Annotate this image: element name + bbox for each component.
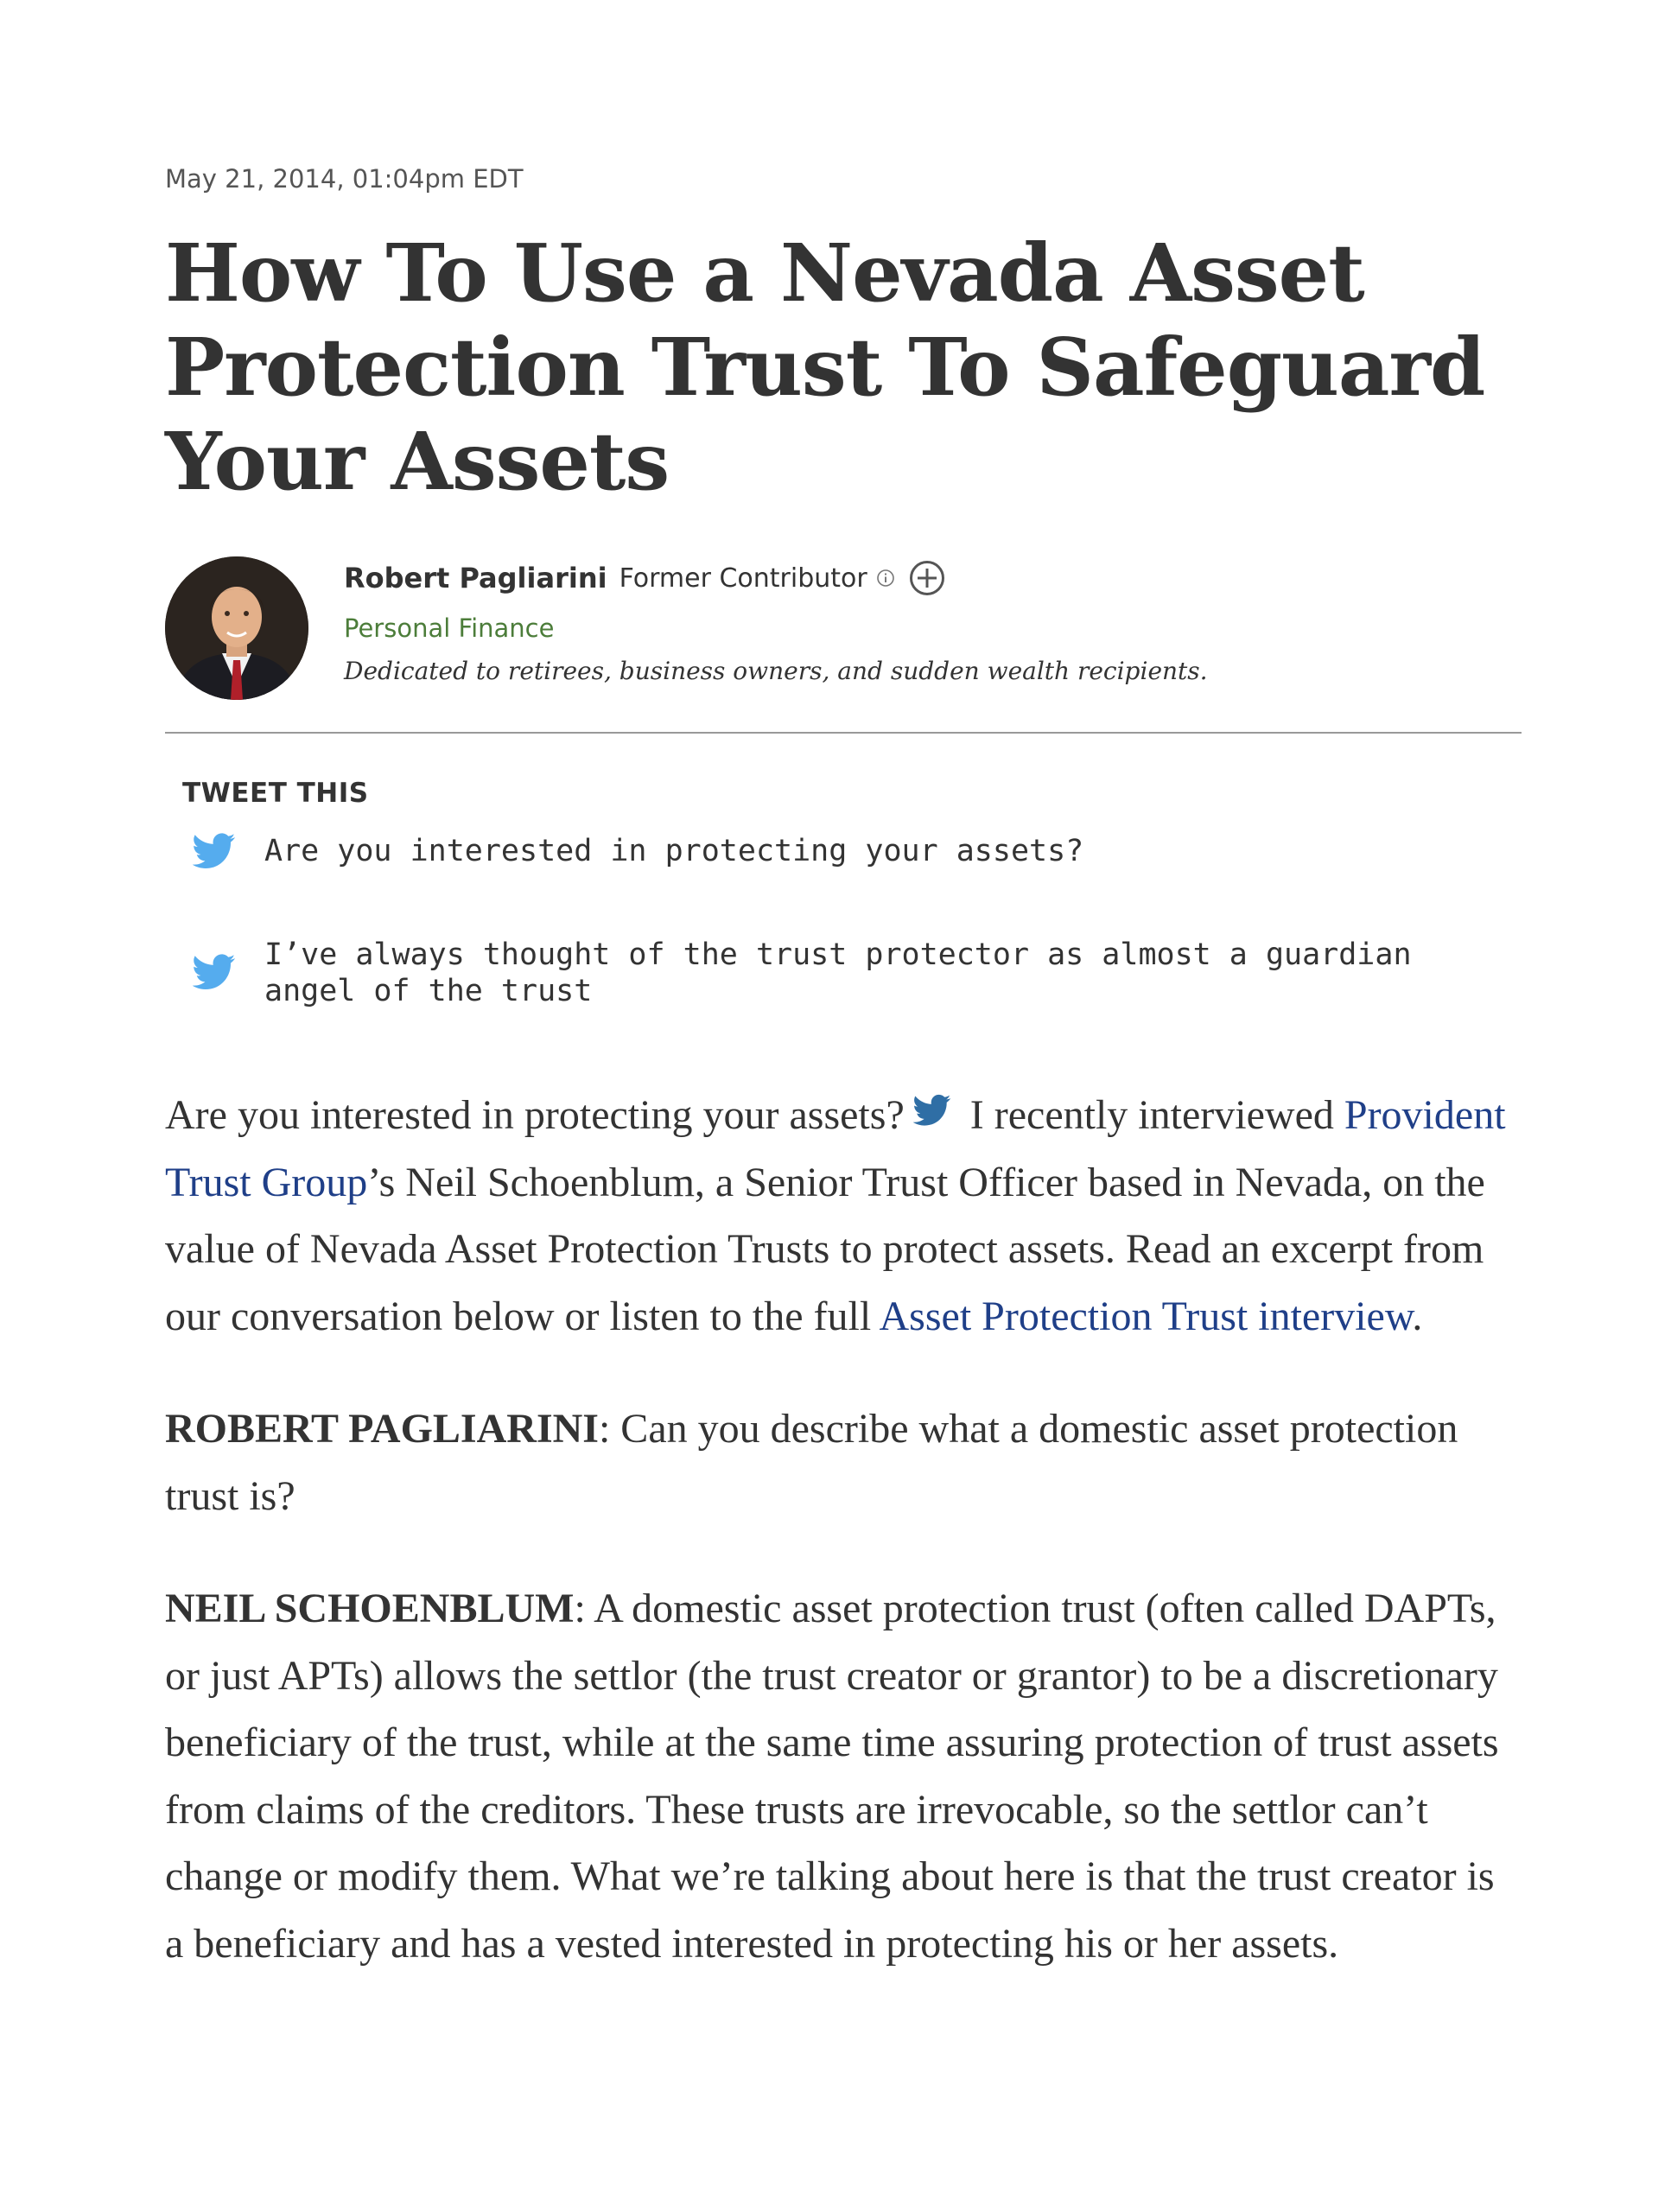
article-body <box>165 1080 1522 2023</box>
publish-timestamp: May 21, 2014, 01:04pm EDT <box>165 164 524 194</box>
author-tagline: Dedicated to retirees, business owners, and sudden wealth recipients. <box>344 657 1208 685</box>
answer-paragraph <box>165 1575 1522 1977</box>
author-avatar[interactable] <box>165 556 308 700</box>
author-line <box>344 560 945 596</box>
intro-text-b: ’s Neil Schoenblum, a Senior Trust Officer based in Nevada, on the value of Nevada Asset Protection Trusts to protect assets. Read an excerpt from our conversation below or listen to the full <box>165 1159 1485 1339</box>
intro-text-a: I recently interviewed <box>969 1092 1334 1138</box>
twitter-bird-icon <box>193 833 236 869</box>
info-icon[interactable] <box>876 569 895 588</box>
speaker-label: NEIL SCHOENBLUM <box>165 1586 575 1631</box>
author-name[interactable]: Robert Pagliarini <box>344 562 607 594</box>
author-section-link[interactable]: Personal Finance <box>344 613 555 643</box>
tweet-item-text: Are you interested in protecting your assets? <box>264 834 1084 868</box>
article-title: How To Use a Nevada Asset Protection Trust To Safeguard Your Assets <box>165 226 1485 508</box>
provident-trust-group-link[interactable]: Provident Trust Group <box>165 1092 1506 1205</box>
author-block <box>165 553 1522 700</box>
question-text: : Can you describe what a domestic asset protection trust is? <box>165 1406 1458 1519</box>
tweet-item-text: I’ve always thought of the trust protector as almost a guardian angel of the trust <box>264 938 1412 1008</box>
intro-paragraph <box>165 1080 1522 1350</box>
author-role: Former Contributor <box>619 563 867 594</box>
tweet-this-box <box>182 778 1522 1008</box>
tweet-this-heading: TWEET THIS <box>182 778 369 809</box>
inline-tweet-icon[interactable] <box>913 1080 951 1113</box>
twitter-bird-icon <box>193 954 236 990</box>
answer-text: : A domestic asset protection trust (often called DAPTs, or just APTs) allows the settlor (the trust creator or grantor) to be a discretionary beneficiary of the trust, while at the same time assuring protection of trust assets from claims of the creditors. These trusts are irrevocable, so the settlor can’t change or modify them. What we’re talking about here is that the trust creator is a beneficiary and has a vested interested in protecting his or her assets. <box>165 1586 1499 1967</box>
asset-protection-interview-link[interactable]: Asset Protection Trust interview <box>879 1293 1413 1339</box>
follow-plus-circle-icon[interactable] <box>909 560 945 596</box>
avatar-portrait <box>165 556 308 700</box>
byline-divider <box>165 732 1522 734</box>
intro-lead: Are you interested in protecting your assets? <box>165 1092 905 1138</box>
speaker-label: ROBERT PAGLIARINI <box>165 1406 599 1452</box>
question-paragraph <box>165 1395 1522 1529</box>
intro-text-c: . <box>1412 1293 1423 1339</box>
